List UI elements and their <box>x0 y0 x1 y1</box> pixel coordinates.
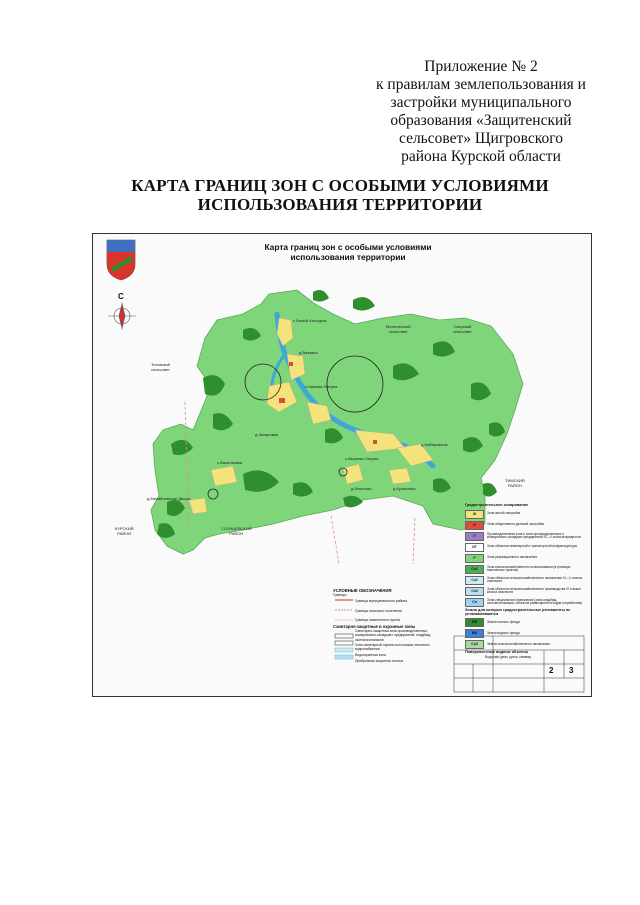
legend-sz-item: Водоохранная зона <box>355 653 386 658</box>
zone-label: Зона рекреационного назначения <box>487 555 537 560</box>
legend-item: Граница сельского поселения <box>355 608 402 613</box>
special-zone-list <box>465 618 583 649</box>
label-line: РАЙОН <box>117 531 132 536</box>
legend-item: Граница муниципального района <box>355 599 408 604</box>
label-line: сельсовет <box>151 367 170 372</box>
settlement-label: с.Белый Колодезь <box>293 318 327 323</box>
map-sheet <box>92 233 592 697</box>
zone-label: Зона общественно-деловой застройки <box>487 522 544 527</box>
zone-list <box>465 510 583 607</box>
document-title-line1: КАРТА ГРАНИЦ ЗОН С ОСОБЫМИ УСЛОВИЯМИ <box>131 176 549 195</box>
zone-code: О <box>465 521 484 530</box>
zone-label: Зона объектов сельскохозяйственного назначения IV—V класса опасности <box>487 575 583 584</box>
label-line: Титовский <box>151 362 170 367</box>
zone-code: Сп <box>465 598 484 607</box>
label-line: РАЙОН <box>507 483 522 488</box>
zone-label: Земли лесного фонда <box>487 619 520 624</box>
map-title-line2: использования территории <box>290 252 406 262</box>
zone-row <box>465 554 583 563</box>
zone-label: Зона жилой застройки <box>487 511 521 516</box>
map-title <box>233 242 463 262</box>
map-legend <box>333 589 443 664</box>
appendix-line: района Курской области <box>401 148 561 165</box>
appendix-header <box>356 58 606 166</box>
zone-label: Зона специального назначения (зона кладбищ, скотомогильников, объектов размещения отходов потребления) <box>487 597 583 606</box>
appendix-line: сельсовет» Щигровского <box>399 130 563 147</box>
neighbor-label-melekhinsky <box>386 324 411 334</box>
zone-row <box>465 640 583 649</box>
neighbor-label-timsky <box>505 478 525 488</box>
settlement-label: д.Куликовка <box>393 486 416 491</box>
zone-row <box>465 598 583 607</box>
zone-label: Земли сельскохозяйственного назначения <box>487 641 550 646</box>
zone-code: Сх2 <box>465 576 484 585</box>
label-line: Озерский <box>453 324 472 329</box>
neighbor-label-titovsky <box>151 362 170 372</box>
sheet-number: 2 <box>549 666 554 675</box>
label-line: СОЛНЦЕВСКИЙ <box>221 526 252 531</box>
zone-row <box>465 510 583 519</box>
zone-code: Р <box>465 554 484 563</box>
label-line: сельсовет <box>453 329 472 334</box>
zone-row <box>465 532 583 541</box>
zone-code: П <box>465 532 484 541</box>
label-line: РАЙОН <box>229 531 244 536</box>
zone-row <box>465 618 583 627</box>
zone-code: ИТ <box>465 543 484 552</box>
label-line: КУРСКИЙ <box>115 526 134 531</box>
zone-code: Сх3 <box>465 587 484 596</box>
zone-row <box>465 587 583 596</box>
zone-row <box>465 521 583 530</box>
settlement-label: д.Вязовка <box>299 350 318 355</box>
zoning-special-title: Земли для которых градостроительные регламенты не устанавливаются <box>465 607 571 616</box>
coat-of-arms-icon <box>107 240 135 280</box>
zone-row <box>465 629 583 638</box>
map-title-line1: Карта границ зон с особыми условиями <box>264 242 432 252</box>
zone-label: Зона объектов сельскохозяйственного производства IV и выше класса опасности <box>487 586 581 595</box>
zoning-legend <box>465 502 583 660</box>
zone-code: Сх1 <box>465 565 484 574</box>
settlement-label: д.Бекетово <box>351 486 372 491</box>
appendix-line: образования «Защитенский <box>390 112 572 129</box>
zone-label: Зона объектов инженерной и транспортной инфраструктуры <box>487 544 578 549</box>
settlement-label: д.Набережное <box>421 442 448 447</box>
legend-sz-item: Санитарно-защитная зона производственных, коммунально-складских предприятий, кладбищ, скотомогильников <box>355 629 432 642</box>
appendix-line: Приложение № 2 <box>424 58 538 75</box>
legend-sz-title: Санитарно-защитные и охранные зоны <box>333 624 416 630</box>
label-line: Мелехинский <box>386 324 411 329</box>
zone-row <box>465 565 583 574</box>
neighbor-label-kursky <box>115 526 134 536</box>
appendix-line: к правилам землепользования и <box>376 76 586 93</box>
zone-label: Земли водного фонда <box>487 630 520 635</box>
legend-subtitle: Границы <box>333 593 347 598</box>
zone-row <box>465 576 583 585</box>
label-line: сельсовет <box>388 329 408 334</box>
zone-row <box>465 543 583 552</box>
label-line: ТИМСКИЙ <box>505 478 525 483</box>
zone-code: СхЗ <box>465 640 484 649</box>
settlement-label: с.Нижняя Озерна <box>305 384 338 389</box>
compass-letter: С <box>118 292 124 301</box>
sheet-count: 3 <box>569 666 574 675</box>
appendix-line: застройки муниципального <box>390 94 572 111</box>
zone-code: ВФ <box>465 629 484 638</box>
zoning-title: Градостроительное зонирование <box>465 503 529 507</box>
legend-sz-item: Зона санитарной охраны источников питьевого водоснабжения <box>355 642 430 652</box>
legend-item: Граница населенного пункта <box>355 617 400 622</box>
zone-label: Зона сельскохозяйственного использования (в границах населенных пунктов) <box>487 564 571 573</box>
neighbor-label-ozersky <box>453 324 472 334</box>
document-title-line2: ИСПОЛЬЗОВАНИЯ ТЕРРИТОРИИ <box>197 195 483 214</box>
document-title <box>60 176 620 214</box>
zoning-water-title: Поверхностные водные объекты <box>465 650 529 655</box>
settlement-label: с.Васильевка <box>217 460 243 465</box>
zoning-water-item: Водотоки (реки, ручьи, канавы) <box>485 655 532 660</box>
settlement-label: д.Михайловские Дворы <box>147 496 191 501</box>
zone-code: ЛФ <box>465 618 484 627</box>
zone-label: Производственная зона и зона производственных и коммунально-складских предприятий IV—V классов вредности <box>487 531 581 540</box>
neighbor-label-solntsevsky <box>221 526 252 536</box>
compass-icon <box>108 302 136 330</box>
legend-sz-item: Прибрежная защитная полоса <box>355 659 404 664</box>
legend-title: УСЛОВНЫЕ ОБОЗНАЧЕНИЯ <box>333 588 392 593</box>
settlement-label: д.Захаровка <box>255 432 278 437</box>
zone-code: Ж <box>465 510 484 519</box>
settlement-label: с.Вышняя Озерна <box>345 456 379 461</box>
